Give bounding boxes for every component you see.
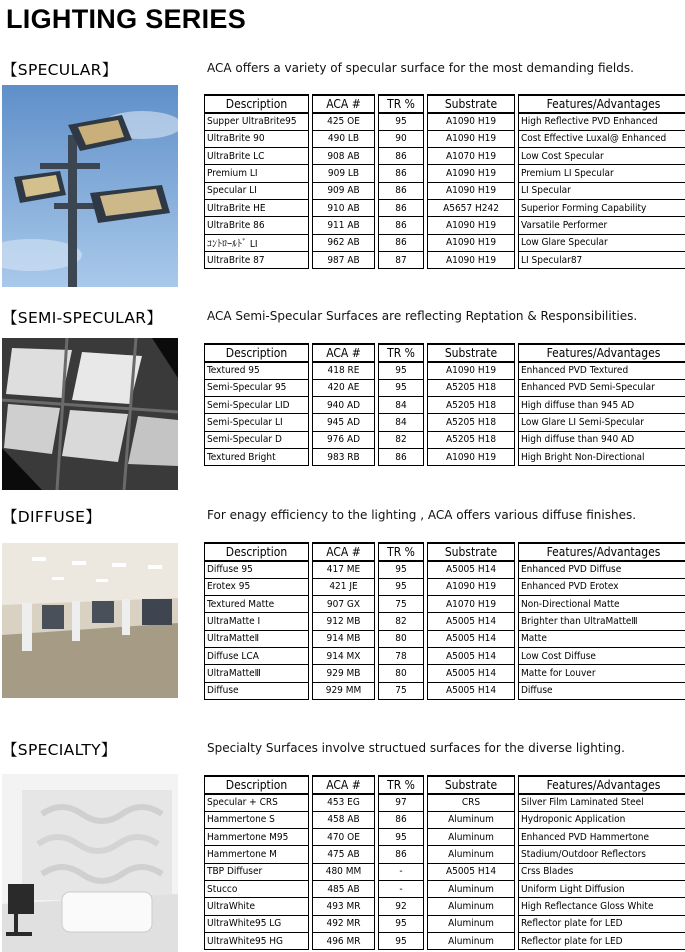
table-row (205, 898, 685, 915)
cell-features: Hydroponic Application (519, 811, 685, 828)
cell-description: Textured Bright (205, 448, 309, 465)
cell-tr: 95 (379, 561, 424, 578)
col-features: Features/Advantages (519, 95, 685, 113)
cell-description: Stucco (205, 880, 309, 897)
cell-description: UltraBrite HE (205, 199, 309, 216)
col-substrate: Substrate (428, 344, 515, 362)
cell-aca: 485 AB (313, 880, 375, 897)
cell-tr: 80 (379, 665, 424, 682)
col-description: Description (205, 344, 309, 362)
cell-aca: 493 MR (313, 898, 375, 915)
cell-aca: 475 AB (313, 846, 375, 863)
cell-tr: 84 (379, 414, 424, 431)
cell-description: Erotex 95 (205, 578, 309, 595)
section-intro: ACA offers a variety of specular surface for the most demanding fields. (207, 61, 634, 75)
cell-features: Diffuse (519, 682, 685, 699)
cell-features: Enhanced PVD Diffuse (519, 561, 685, 578)
table-row (205, 448, 685, 465)
col-description: Description (205, 95, 309, 113)
table-row (205, 863, 685, 880)
table-row (205, 165, 685, 182)
table-header-row (205, 543, 685, 561)
col-tr: TR % (379, 95, 424, 113)
cell-features: LI Specular (519, 182, 685, 199)
cell-features: Silver Film Laminated Steel (519, 794, 685, 811)
cell-aca: 490 LB (313, 130, 375, 147)
cell-tr: 86 (379, 148, 424, 165)
cell-aca: 912 MB (313, 613, 375, 630)
col-description: Description (205, 776, 309, 794)
section-intro: ACA Semi-Specular Surfaces are reflecting Reptation & Responsibilities. (207, 309, 638, 323)
diffuse-table (204, 542, 685, 700)
cell-tr: - (379, 863, 424, 880)
cell-description: Hammertone S (205, 811, 309, 828)
cell-aca: 470 OE (313, 829, 375, 846)
cell-substrate: Aluminum (428, 932, 515, 949)
cell-description: Textured Matte (205, 596, 309, 613)
cell-aca: 914 MB (313, 630, 375, 647)
cell-tr: 95 (379, 362, 424, 379)
table-row (205, 682, 685, 699)
cell-aca: 914 MX (313, 647, 375, 664)
cell-description: Specular + CRS (205, 794, 309, 811)
cell-tr: 90 (379, 130, 424, 147)
cell-description: Textured 95 (205, 362, 309, 379)
cell-description: UltraBrite 90 (205, 130, 309, 147)
table-row (205, 234, 685, 251)
cell-description: UltraMatteⅡ (205, 630, 309, 647)
cell-description: TBP Diffuser (205, 863, 309, 880)
col-description: Description (205, 543, 309, 561)
cell-description: UltraBrite 87 (205, 251, 309, 268)
cell-substrate: A5005 H14 (428, 647, 515, 664)
cell-features: Enhanced PVD Semi-Specular (519, 379, 685, 396)
table-row (205, 431, 685, 448)
cell-features: High diffuse than 940 AD (519, 431, 685, 448)
cell-aca: 962 AB (313, 234, 375, 251)
cell-substrate: A1070 H19 (428, 596, 515, 613)
table-row (205, 561, 685, 578)
cell-features: Superior Forming Capability (519, 199, 685, 216)
cell-features: Non-Directional Matte (519, 596, 685, 613)
cell-substrate: Aluminum (428, 811, 515, 828)
cell-features: LI Specular87 (519, 251, 685, 268)
cell-substrate: Aluminum (428, 880, 515, 897)
cell-substrate: A5205 H18 (428, 397, 515, 414)
cell-features: High diffuse than 945 AD (519, 397, 685, 414)
table-row (205, 251, 685, 268)
table-row (205, 880, 685, 897)
cell-substrate: A1090 H19 (428, 362, 515, 379)
cell-features: Cost Effective Luxal@ Enhanced (519, 130, 685, 147)
cell-description: Hammertone M95 (205, 829, 309, 846)
table-header-row (205, 344, 685, 362)
cell-substrate: A1090 H19 (428, 448, 515, 465)
cell-features: Matte (519, 630, 685, 647)
cell-substrate: A1090 H19 (428, 165, 515, 182)
street-light-photo (2, 85, 178, 287)
col-features: Features/Advantages (519, 344, 685, 362)
cell-aca: 907 GX (313, 596, 375, 613)
cell-substrate: A1090 H19 (428, 251, 515, 268)
cell-description: UltraWhite95 LG (205, 915, 309, 932)
cell-features: Matte for Louver (519, 665, 685, 682)
cell-aca: 421 JE (313, 578, 375, 595)
cell-tr: - (379, 880, 424, 897)
table-row (205, 665, 685, 682)
col-substrate: Substrate (428, 95, 515, 113)
table-row (205, 148, 685, 165)
cell-description: Semi-Specular 95 (205, 379, 309, 396)
cell-features: Uniform Light Diffusion (519, 880, 685, 897)
table-row (205, 414, 685, 431)
cell-substrate: Aluminum (428, 898, 515, 915)
table-row (205, 379, 685, 396)
cell-description: Supper UltraBrite95 (205, 113, 309, 130)
cell-aca: 418 RE (313, 362, 375, 379)
cell-substrate: A5205 H18 (428, 414, 515, 431)
table-row (205, 596, 685, 613)
cell-aca: 987 AB (313, 251, 375, 268)
cell-substrate: A5005 H14 (428, 630, 515, 647)
cell-aca: 983 RB (313, 448, 375, 465)
cell-features: Crss Blades (519, 863, 685, 880)
cell-substrate: A1070 H19 (428, 148, 515, 165)
cell-aca: 420 AE (313, 379, 375, 396)
cell-description: Premium LI (205, 165, 309, 182)
cell-features: High Bright Non-Directional (519, 448, 685, 465)
cell-substrate: Aluminum (428, 846, 515, 863)
table-row (205, 794, 685, 811)
cell-substrate: A1090 H19 (428, 130, 515, 147)
table-row (205, 829, 685, 846)
cell-features: Low Glare LI Semi-Specular (519, 414, 685, 431)
section-intro: For enagy efficiency to the lighting , ACA offers various diffuse finishes. (207, 508, 637, 522)
cell-features: Varsatile Performer (519, 217, 685, 234)
cell-aca: 910 AB (313, 199, 375, 216)
cell-aca: 458 AB (313, 811, 375, 828)
col-aca: ACA # (313, 776, 375, 794)
cell-substrate: A5205 H18 (428, 379, 515, 396)
cell-tr: 97 (379, 794, 424, 811)
cell-description: Specular LI (205, 182, 309, 199)
cell-features: Brighter than UltraMatteⅢ (519, 613, 685, 630)
col-substrate: Substrate (428, 543, 515, 561)
table-row (205, 647, 685, 664)
section-title: 【DIFFUSE】 (2, 508, 102, 526)
specialty-table (204, 775, 685, 950)
cell-substrate: A1090 H19 (428, 217, 515, 234)
table-row (205, 915, 685, 932)
table-row (205, 397, 685, 414)
cell-tr: 80 (379, 630, 424, 647)
col-substrate: Substrate (428, 776, 515, 794)
table-row (205, 130, 685, 147)
cell-features: High Reflectance Gloss White (519, 898, 685, 915)
cell-description: UltraBrite 86 (205, 217, 309, 234)
cell-description: UltraWhite (205, 898, 309, 915)
cell-substrate: A5005 H14 (428, 682, 515, 699)
cell-tr: 86 (379, 811, 424, 828)
cell-tr: 78 (379, 647, 424, 664)
cell-aca: 453 EG (313, 794, 375, 811)
cell-tr: 92 (379, 898, 424, 915)
cell-tr: 86 (379, 234, 424, 251)
cell-aca: 976 AD (313, 431, 375, 448)
cell-features: Premium LI Specular (519, 165, 685, 182)
section-title: 【SPECULAR】 (2, 61, 118, 79)
cell-tr: 95 (379, 829, 424, 846)
col-aca: ACA # (313, 543, 375, 561)
table-header-row (205, 776, 685, 794)
cell-tr: 95 (379, 379, 424, 396)
cell-substrate: A5005 H14 (428, 665, 515, 682)
cell-tr: 82 (379, 613, 424, 630)
cell-tr: 86 (379, 217, 424, 234)
cell-tr: 87 (379, 251, 424, 268)
table-row (205, 362, 685, 379)
cell-aca: 911 AB (313, 217, 375, 234)
cell-features: Enhanced PVD Hammertone (519, 829, 685, 846)
cell-tr: 95 (379, 932, 424, 949)
cell-description: Diffuse 95 (205, 561, 309, 578)
cell-substrate: A5657 H242 (428, 199, 515, 216)
section-title: 【SPECIALTY】 (2, 741, 117, 759)
cell-features: Low Cost Diffuse (519, 647, 685, 664)
cell-aca: 909 LB (313, 165, 375, 182)
cell-features: High Reflective PVD Enhanced (519, 113, 685, 130)
cell-description: Semi-Specular LID (205, 397, 309, 414)
table-row (205, 578, 685, 595)
cell-aca: 929 MM (313, 682, 375, 699)
semi-specular-table (204, 343, 685, 466)
cell-tr: 86 (379, 182, 424, 199)
col-aca: ACA # (313, 344, 375, 362)
cell-aca: 908 AB (313, 148, 375, 165)
cell-substrate: A5005 H14 (428, 863, 515, 880)
cell-features: Reflector plate for LED (519, 915, 685, 932)
cell-features: Reflector plate for LED (519, 932, 685, 949)
cell-description: Diffuse LCA (205, 647, 309, 664)
cell-substrate: A5005 H14 (428, 561, 515, 578)
cell-substrate: Aluminum (428, 915, 515, 932)
table-row (205, 199, 685, 216)
cell-tr: 95 (379, 578, 424, 595)
cell-features: Stadium/Outdoor Reflectors (519, 846, 685, 863)
cell-substrate: CRS (428, 794, 515, 811)
ceiling-louver-photo (2, 338, 178, 490)
cell-substrate: A1090 H19 (428, 578, 515, 595)
table-header-row (205, 95, 685, 113)
cell-aca: 909 AB (313, 182, 375, 199)
col-features: Features/Advantages (519, 543, 685, 561)
cell-tr: 95 (379, 113, 424, 130)
table-row (205, 182, 685, 199)
cell-substrate: A1090 H19 (428, 182, 515, 199)
cell-tr: 95 (379, 915, 424, 932)
col-aca: ACA # (313, 95, 375, 113)
cell-substrate: A1090 H19 (428, 113, 515, 130)
cell-aca: 496 MR (313, 932, 375, 949)
table-row (205, 217, 685, 234)
cell-aca: 492 MR (313, 915, 375, 932)
table-row (205, 846, 685, 863)
cell-description: UltraMatte Ⅰ (205, 613, 309, 630)
cell-description: Hammertone M (205, 846, 309, 863)
col-features: Features/Advantages (519, 776, 685, 794)
cell-tr: 86 (379, 846, 424, 863)
table-row (205, 932, 685, 949)
cell-description: Semi-Specular D (205, 431, 309, 448)
cell-description: Diffuse (205, 682, 309, 699)
office-interior-photo (2, 543, 178, 698)
specular-table (204, 94, 685, 269)
cell-features: Low Cost Specular (519, 148, 685, 165)
cell-substrate: A5205 H18 (428, 431, 515, 448)
table-row (205, 113, 685, 130)
cell-tr: 84 (379, 397, 424, 414)
cell-tr: 82 (379, 431, 424, 448)
cell-aca: 929 MB (313, 665, 375, 682)
cell-aca: 417 ME (313, 561, 375, 578)
white-lobby-photo (2, 774, 178, 952)
col-tr: TR % (379, 344, 424, 362)
cell-description: UltraMatteⅢ (205, 665, 309, 682)
cell-aca: 480 MM (313, 863, 375, 880)
cell-aca: 945 AD (313, 414, 375, 431)
cell-substrate: A1090 H19 (428, 234, 515, 251)
cell-aca: 425 OE (313, 113, 375, 130)
cell-description: ｺﾝﾄﾛｰﾙﾄﾞ LI (205, 234, 309, 251)
cell-aca: 940 AD (313, 397, 375, 414)
col-tr: TR % (379, 543, 424, 561)
cell-tr: 86 (379, 199, 424, 216)
cell-description: Semi-Specular LI (205, 414, 309, 431)
cell-substrate: Aluminum (428, 829, 515, 846)
section-intro: Specialty Surfaces involve structued surfaces for the diverse lighting. (207, 741, 625, 755)
cell-features: Enhanced PVD Textured (519, 362, 685, 379)
table-row (205, 613, 685, 630)
cell-tr: 75 (379, 682, 424, 699)
table-row (205, 811, 685, 828)
cell-features: Low Glare Specular (519, 234, 685, 251)
cell-tr: 86 (379, 448, 424, 465)
page-title: LIGHTING SERIES (6, 4, 247, 34)
cell-substrate: A5005 H14 (428, 613, 515, 630)
table-row (205, 630, 685, 647)
section-title: 【SEMI-SPECULAR】 (2, 309, 163, 327)
cell-features: Enhanced PVD Erotex (519, 578, 685, 595)
cell-tr: 86 (379, 165, 424, 182)
cell-description: UltraWhite95 HG (205, 932, 309, 949)
col-tr: TR % (379, 776, 424, 794)
cell-tr: 75 (379, 596, 424, 613)
cell-description: UltraBrite LC (205, 148, 309, 165)
